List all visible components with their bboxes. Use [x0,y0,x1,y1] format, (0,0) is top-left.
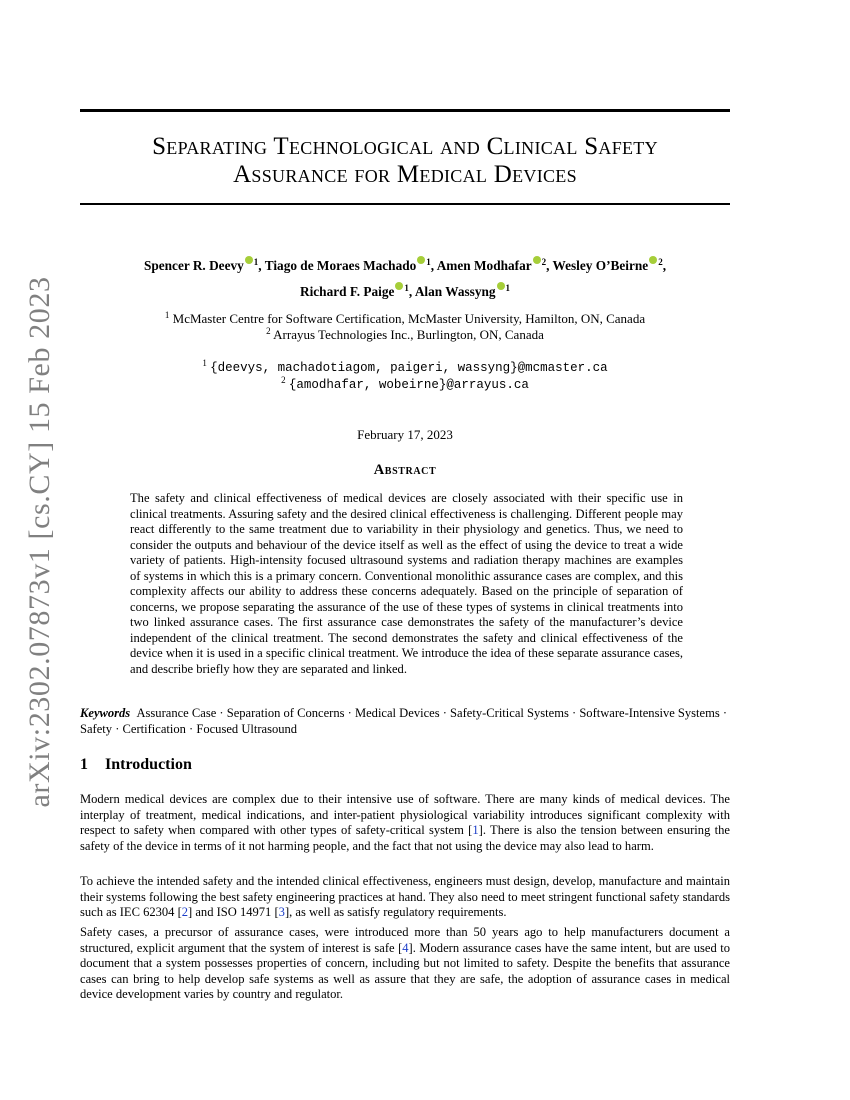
citation-link[interactable]: 3 [278,905,285,920]
orcid-icon[interactable] [395,282,403,290]
paper-date: February 17, 2023 [357,427,453,442]
paper-title-line-2: Assurance for Medical Devices [233,161,577,188]
section-heading [80,756,192,774]
abstract-heading: Abstract [373,462,437,478]
intro-paragraph-1: Modern medical devices are complex due to their intensive use of software. There are many kinds of medical devices. The interplay of treatment, medical indications, and inter-patient physiological variability introduces significant complexity with respect to safety when compared with other types of safety-critical system [1]. There is also the tension between ensuring the safety of the device in terms of it not harming people, and the fact that not using the device may also lead to harm. [80,792,730,853]
orcid-icon[interactable] [417,256,425,264]
keywords-text: Assurance Case · Separation of Concerns · Medical Devices · Safety-Critical Systems · Software-Intensive Systems · Safety · Certification · Focused Ultrasound [80,706,728,736]
author-affiliation: 1 [253,257,259,267]
author-name: Wesley O’Beirne [552,258,649,273]
citation-link[interactable]: 1 [472,823,479,838]
orcid-icon[interactable] [497,282,505,290]
author-affiliation: 1 [505,283,511,293]
author-affiliation: 2 [658,257,663,267]
abstract-text: The safety and clinical effectiveness of medical devices are closely associated with their specific use in clinical treatments. Assuring safety and the desired clinical effectiveness is challenging. Different people may react differently to the same treatment due to variability in their physiology and genetics. Thus, we need to consider the outputs and behaviour of the device itself as well as the effect of using the device to treat a wide variety of patients. High-intensity focused ultrasound systems and radiation therapy machines are examples of systems in which this is a primary concern. Conventional monolithic assurance cases are complex, and this complexity affects our ability to address these concerns adequately. Based on the principle of separation of concerns, we propose separating the assurance of the use of these types of systems in clinical treatments into two linked assurance cases. The first assurance case demonstrates the safety of the manufacturer’s device independent of the clinical treatment. The second demonstrates the safety and clinical effectiveness of the device when it is used in a specific clinical treatment. We introduce the idea of these separate assurance cases, and describe briefly how they are separated and linked. [130,491,683,677]
orcid-icon[interactable] [649,256,657,264]
intro-paragraph-3: Safety cases, a precursor of assurance cases, were introduced more than 50 years ago to help manufacturers document a structured, explicit argument that the system of interest is safe [4]. Modern assurance cases have the same intent, but are used to document that a system possesses properties of concern, including but not limited to safety. Despite the benefits that assurance cases can bring to help develop safe systems as well as assure that they are safe, the adoption of assurance cases in medical device development varies by country and regulator. [80,925,730,1002]
arxiv-identifier: arXiv:2302.07873v1 [cs.CY] 15 Feb 2023 [23,276,56,808]
author-name: Amen Modhafar [436,258,532,273]
citation-link[interactable]: 2 [181,905,189,920]
email-line-1: $^1$ {deevys, machadotiagom, paigeri, wassyng}@mcmaster.ca [202,358,608,375]
email-address[interactable]: {deevys, machadotiagom, paigeri, wassyng}@mcmaster.ca [210,361,608,375]
email-line-2: $^2$ {amodhafar, wobeirne}@arrayus.ca [281,375,529,392]
affiliation-1: $^1$ McMaster Centre for Software Certification, McMaster University, Hamilton, ON, Canada [164,310,646,326]
author-name: Richard F. Paige [299,284,395,299]
author-list [80,251,730,303]
affiliation-2: $^2$ Arrayus Technologies Inc., Burlington, ON, Canada [266,326,544,342]
author-line-2: Richard F. Paige $^1$, Alan Wassyng $^1$ [299,283,511,299]
author-line-1: Spencer R. Deevy $^1$, Tiago de Moraes Machado $^1$, Amen Modhafar $^2$, Wesley O’Beirne $^2$, [143,257,667,273]
keywords-label: Keywords [80,706,131,720]
author-affiliation: 2 [541,257,547,267]
citation-link[interactable]: 4 [402,940,409,955]
title-top-rule [80,109,730,112]
section-number: 1 [80,756,88,773]
intro-paragraph-2: To achieve the intended safety and the intended clinical effectiveness, engineers must design, develop, manufacture and maintain their systems following the best safety engineering practices at hand. They also need to meet stringent functional safety standards such as IEC 62304 [2] and ISO 14971 [3], as well as satisfy regulatory requirements. [80,874,730,920]
email-address[interactable]: {amodhafar, wobeirne}@arrayus.ca [288,378,529,392]
author-affiliation: 1 [404,283,409,293]
keywords [80,705,730,737]
title-bottom-rule [80,203,730,205]
author-affiliation: 1 [426,257,431,267]
author-name: Alan Wassyng [414,284,496,299]
section-title: Introduction [105,756,192,773]
author-name: Tiago de Moraes Machado [264,258,417,273]
orcid-icon[interactable] [533,256,541,264]
paper-title-line-1: Separating Technological and Clinical Safety [152,133,658,160]
author-name: Spencer R. Deevy [143,258,244,273]
orcid-icon[interactable] [245,256,253,264]
